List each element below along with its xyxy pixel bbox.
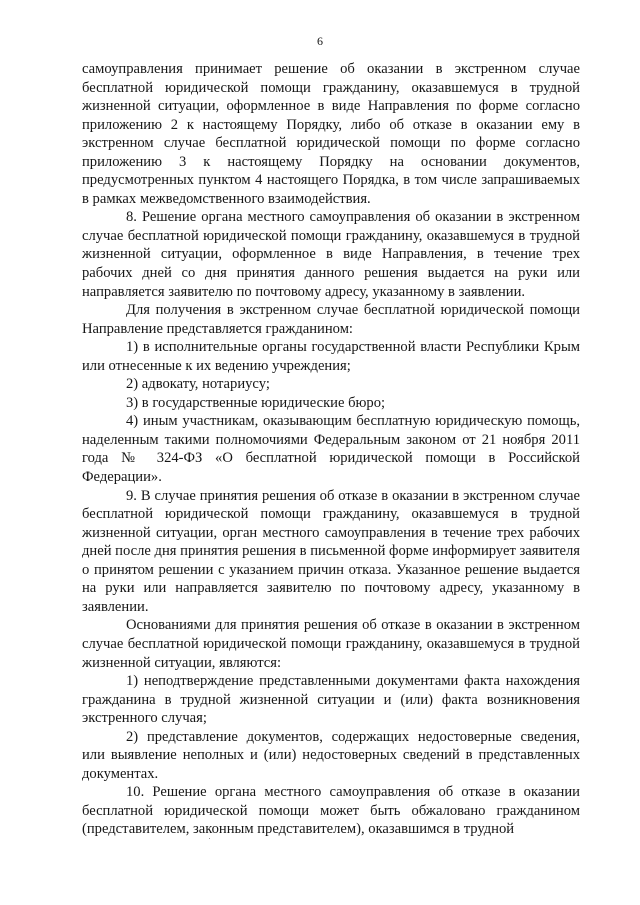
paragraph-refusal-grounds: Основаниями для принятия решения об отказе в оказании в экстренном случае бесплатной юридической помощи гражданину, оказавшемуся в трудной жизненной ситуации, являются: (82, 617, 580, 671)
paragraph-item-10: 10. Решение органа местного самоуправления об отказе в оказании бесплатной юридической помощи может быть обжаловано гражданином (представителем, законным представителем), оказавшимся в трудной (82, 784, 580, 838)
scan-speck (209, 838, 210, 839)
list-item-3: 3) в государственные юридические бюро; (126, 394, 386, 411)
paragraph-item-9: 9. В случае принятия решения об отказе в оказании в экстренном случае бесплатной юридической помощи гражданину, оказавшемуся в трудной жизненной ситуации, орган местного самоуправления в течение трех рабочих дней после дня принятия решения в письменной форме информирует заявителя о принятом решении с указанием причин отказа. Указанное решение выдается на руки или направляется заявителю по почтовому адресу, указанному в заявлении. (82, 487, 580, 615)
page-number: 6 (317, 34, 323, 48)
paragraph-direction-intro: Для получения в экстренном случае бесплатной юридической помощи Направление представляется гражданином: (82, 302, 580, 337)
list-item-2: 2) адвокату, нотариусу; (126, 376, 270, 393)
list-item-4: 4) иным участникам, оказывающим бесплатную юридическую помощь, наделенным такими полномочиями Федеральным законом от 21 ноября 2011 года № 324-ФЗ «О бесплатной юридической помощи в Российской Федерации». (82, 413, 580, 486)
refusal-ground-2: 2) представление документов, содержащих недостоверные сведения, или выявление неполных и (или) недостоверных сведений в представленных документах. (82, 728, 580, 782)
paragraph-item-8: 8. Решение органа местного самоуправления об оказании в экстренном случае бесплатной юридической помощи гражданину, оказавшемуся в трудной жизненной ситуации, оформленное в виде Направления, в течение трех рабочих дней со дня принятия данного решения выдается на руки или направляется заявителю по почтовому адресу, указанному в заявлении. (82, 209, 580, 300)
paragraph-continuation: самоуправления принимает решение об оказании в экстренном случае бесплатной юридической помощи гражданину, оказавшемуся в трудной жизненной ситуации, оформленное в виде Направления по форме согласно приложению 2 к настоящему Порядку, либо об отказе в оказании ему в экстренном случае бесплатной юридической помощи по форме согласно приложению 3 к настоящему Порядку на основании документов, предусмотренных пунктом 4 настоящего Порядка, в том числе запрашиваемых в рамках межведомственного взаимодействия. (82, 61, 580, 207)
document-body (82, 60, 580, 839)
refusal-ground-1: 1) неподтверждение представленными документами факта нахождения гражданина в трудной жизненной ситуации и (или) факта возникновения экстренного случая; (82, 673, 580, 727)
list-item-1: 1) в исполнительные органы государственной власти Республики Крым или отнесенные к их ведению учреждения; (82, 339, 580, 374)
